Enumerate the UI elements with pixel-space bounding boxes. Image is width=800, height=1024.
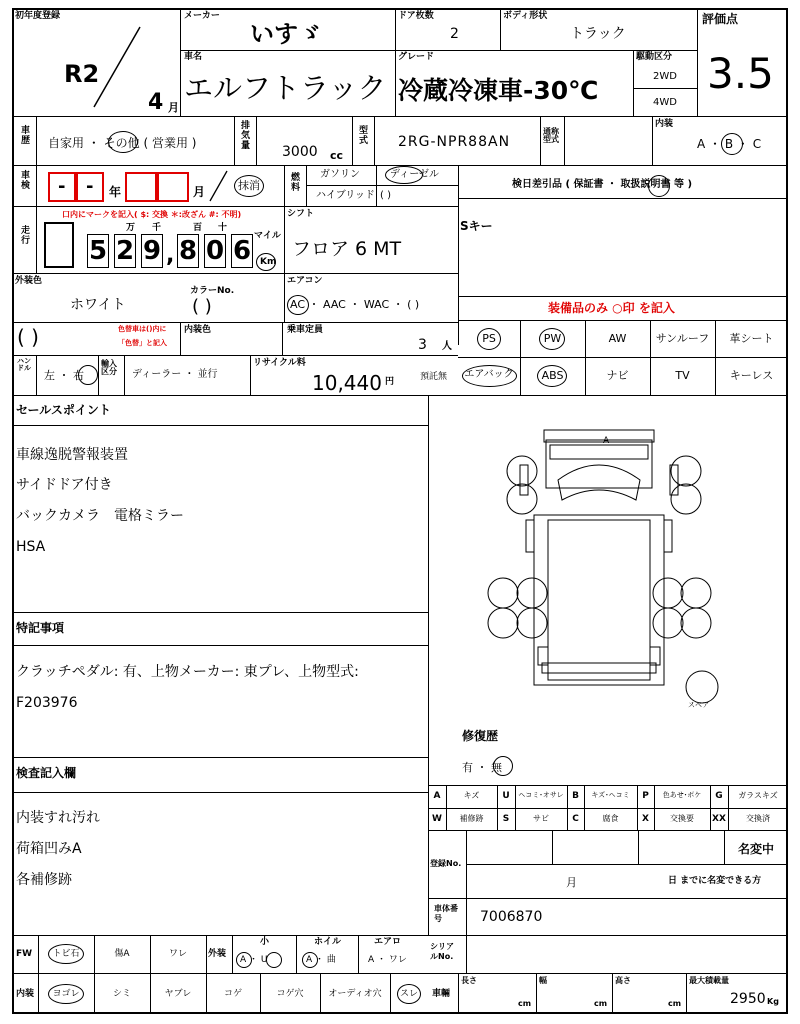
name-change-label: 名変中 [738,842,775,856]
interior-label: 内装 [655,119,674,129]
dims-label: 車輛 [432,989,451,999]
interior-item-1: ヨゴレ [52,989,80,999]
interior-item-1-circle [48,984,84,1004]
inspection-note-2: 荷箱凹みA [16,841,82,857]
inspection-note-3: 各補修跡 [16,872,72,888]
mileage-digit-3: 9 [142,236,162,266]
recycle-label: リサイクル料 [253,358,306,368]
interior-item-2: シミ [112,989,131,999]
legend-val-x: 交換要 [670,814,694,823]
mileage-mile-label: マイル [254,231,281,241]
fw-label: FW [16,949,33,959]
equip-tv: TV [675,369,690,382]
fuel-hybrid: ハイブリッド [316,190,375,201]
inspection-month-box-1 [125,172,157,202]
registration-label: 登録No. [430,859,462,868]
small-label: 小 [260,937,270,947]
exterior-part-label: 外装 [208,949,227,959]
mileage-km-label: Km [260,257,277,267]
small-options: A ・ U [240,955,268,965]
legend-key-w: W [432,814,442,824]
equip-sunroof: サンルーフ [655,332,710,345]
mileage-note: 口内にマークを記入( $: 交換 ＊:改ざん #: 不明) [62,210,242,219]
equip-ps-circle [477,328,501,350]
interior-grade-circle [721,133,743,155]
fw-item-1: トビ石 [52,949,80,959]
serial-label: シリアルNo. [430,942,454,961]
mileage-digit-5: 0 [205,236,225,266]
history-label: 車歴 [19,125,29,145]
color-no-value: ( ) [192,296,212,317]
history-value: 自家用 ・ その他 ( 営業用 ) [48,136,197,150]
inspection-month-box-2 [157,172,189,202]
mileage-digit-4: 8 [178,236,198,266]
legend-key-s: S [502,814,510,824]
inspection-slash [207,168,231,204]
length-label: 長さ [461,976,477,985]
sales-point-4: HSA [16,539,46,555]
history-circle [108,131,138,153]
inspection-label: 車検 [19,170,29,190]
legend-val-u: ヘコミ･オサレ [518,791,564,799]
legend-val-xx: 交換済 [746,814,770,823]
recycle-deposit: 預託無 [420,372,448,382]
equip-airbag: エアバック [464,369,514,380]
fuel-diesel: ディーゼル [390,169,439,180]
special-note-1: クラッチペダル: 有、上物メーカー: 東プレ、上物型式: [16,664,359,680]
equip-ps: PS [482,332,496,345]
mileage-unit-juu: 十 [218,223,228,233]
inspection-year-unit: 年 [109,185,122,199]
body-label: ボディ形状 [503,11,548,21]
inspection-notes-title: 検査記入欄 [16,766,77,780]
first-reg-month: 4 [148,90,164,115]
width-unit: cm [594,999,608,1008]
interior-grades: A ・ B ・ C [697,137,762,151]
interior-item-4: コゲ [223,989,242,999]
first-reg-month-unit: 月 [168,101,179,114]
capacity-value: 3 [418,337,427,353]
legend-val-g: ガラスキズ [738,791,778,800]
recycle-unit: 円 [385,377,395,387]
shift-value: フロア 6 MT [292,238,402,260]
score-value: 3.5 [707,49,774,98]
color-change-note-1: 色替車は()内に [118,325,167,333]
height-unit: cm [668,999,682,1008]
drive-2wd: 2WD [653,71,677,82]
equip-leather: 革シート [729,332,774,345]
inspection-expired: 抹消 [238,179,260,192]
equip-aw: AW [608,332,627,345]
inspection-note-1: 内装すれ汚れ [16,810,100,826]
truck-diagram [486,425,746,715]
height-label: 高さ [615,976,631,985]
fw-item-2: 傷A [114,949,130,959]
body-value: トラック [570,26,626,42]
inspection-year-2: - [86,176,94,197]
small-u-circle [266,952,282,968]
maker-label: メーカー [184,11,220,21]
capacity-unit: 人 [442,341,452,352]
model-label: 車名 [184,52,203,62]
color-change-paren: ( ) [17,325,39,349]
aero-label: エアロ [374,937,402,947]
drive-4wd: 4WD [653,97,677,108]
legend-key-x: X [642,814,649,824]
first-reg-label: 初年度登録 [15,11,61,21]
ac-options: AC ・ AAC ・ WAC ・ ( ) [290,298,420,311]
diagram-front-mark: A [603,436,610,446]
color-no-label: カラーNo. [190,286,235,296]
equip-pw: PW [543,332,562,345]
ac-circle [287,295,309,315]
handle-options: 左 ・ 右 [44,369,84,382]
chassis-value: 7006870 [480,909,543,925]
chassis-label: 車体番号 [434,904,458,923]
sales-point-1: 車線逸脱警報装置 [16,447,128,463]
mileage-digit-2: 2 [115,236,135,266]
repair-label: 修復歴 [462,729,499,743]
legend-key-b: B [572,791,579,801]
displacement-value: 3000 [282,144,318,160]
equip-airbag-circle [462,365,517,387]
sales-point-2: サイドドア付き [16,477,113,493]
interior-part-label: 内装 [16,989,35,999]
docs-label: 検日差引品 ( 保証書 ・ 取扱説明書 等 ) [512,179,693,190]
max-load-label: 最大積載量 [689,976,729,985]
wheel-label: ホイル [314,937,342,947]
interior-item-5: コゲ穴 [276,989,304,999]
sales-points-title: セールスポイント [16,403,111,417]
fuel-diesel-circle [385,166,423,184]
mileage-label: 走行 [19,225,29,245]
equip-abs: ABS [541,369,564,382]
doors-label: ドア枚数 [398,11,434,21]
mileage-unit-sen: 千 [152,223,162,233]
small-a-circle [236,952,252,968]
import-label: 輸入区分 [101,359,117,376]
displacement-unit: cc [330,149,344,162]
type-value: 2RG-NPR88AN [398,134,511,150]
special-notes-title: 特記事項 [16,621,65,635]
legend-key-u: U [502,791,510,801]
first-reg-era: R2 [64,60,100,88]
interior-item-3: ヤブレ [164,989,192,999]
width-label: 幅 [539,976,547,985]
mileage-km-circle [256,253,276,271]
max-load-unit: Kg [767,997,779,1006]
wheel-options: A ・ 曲 [306,955,336,965]
mileage-unit-hyaku: 百 [193,223,203,233]
mileage-comma: , [166,243,175,268]
legend-key-g: G [715,791,723,801]
interior-item-7: スレ [399,989,418,999]
interior-item-7-circle [397,984,421,1004]
handle-label: ハンドル [17,357,31,372]
wheel-a-circle [302,952,318,968]
interior-color-label: 内装色 [184,325,212,335]
drive-label: 駆動区分 [636,52,673,62]
max-load-value: 2950 [730,991,766,1007]
capacity-label: 乗車定員 [287,325,324,335]
common-type-label: 通称型式 [543,127,559,144]
registration-deadline: 日 までに名変できる方 [668,876,762,886]
fuel-gasoline: ガソリン [320,169,360,180]
repair-circle [493,756,513,776]
legend-val-c: 腐食 [602,814,619,823]
legend-key-p: P [642,791,649,801]
mileage-unit-man: 万 [126,223,136,233]
option-s-key: Sキー [460,219,493,233]
grade-label: グレード [398,52,435,62]
equip-abs-circle [537,365,567,387]
legend-val-b: キズ･ヘコミ [591,791,630,799]
grade-value: 冷蔵冷凍車-30℃ [398,76,599,105]
recycle-amount: 10,440 [312,371,382,395]
aero-options: A ・ ワレ [368,955,407,965]
inspection-year-1: - [58,176,66,197]
score-label: 評価点 [702,12,739,26]
fw-item-3: ワレ [168,949,187,959]
repair-options: 有 ・ 無 [462,761,502,774]
doors-value: 2 [450,26,459,42]
first-reg-slash [88,22,148,112]
equip-pw-circle [539,328,565,350]
interior-item-6: オーディオ穴 [328,989,382,999]
registration-month-unit: 月 [566,876,577,889]
color-change-note-2: 「色替」と記入 [118,339,167,347]
mileage-digit-1: 5 [88,236,108,266]
ac-label: エアコン [287,276,323,286]
equip-navi: ナビ [606,369,629,382]
type-label: 型式 [357,125,367,145]
equip-header: 装備品のみ ○印 を記入 [548,301,675,315]
legend-key-a: A [433,791,441,801]
model-value: エルフトラック [184,71,387,105]
mileage-big-box [44,222,74,268]
displacement-label: 排気量 [239,120,249,150]
diagram-spare-label: スペア [688,701,709,709]
fuel-label: 燃料 [289,172,299,192]
fw-item-1-circle [48,944,84,964]
legend-val-a: キズ [463,791,480,800]
legend-key-c: C [572,814,579,824]
mileage-digit-6: 6 [232,236,252,266]
equip-keyless: キーレス [729,369,774,382]
length-unit: cm [518,999,532,1008]
maker-value: いすゞ [250,20,322,48]
legend-val-w: 補修跡 [459,814,484,823]
legend-key-xx: XX [712,814,726,824]
shift-label: シフト [287,209,315,219]
special-note-2: F203976 [16,695,78,711]
docs-circle [648,175,670,197]
fuel-other: ( ) [380,190,391,201]
handle-circle [78,365,98,385]
import-options: ディーラー ・ 並行 [132,369,218,380]
exterior-color-label: 外装色 [15,276,43,286]
legend-val-s: サビ [533,814,549,823]
legend-val-p: 色あせ･ボケ [662,791,702,799]
sales-point-3: バックカメラ 電格ミラー [16,508,184,524]
inspection-month-unit: 月 [193,185,206,199]
exterior-color-value: ホワイト [70,297,126,313]
inspection-expired-circle [234,175,264,197]
